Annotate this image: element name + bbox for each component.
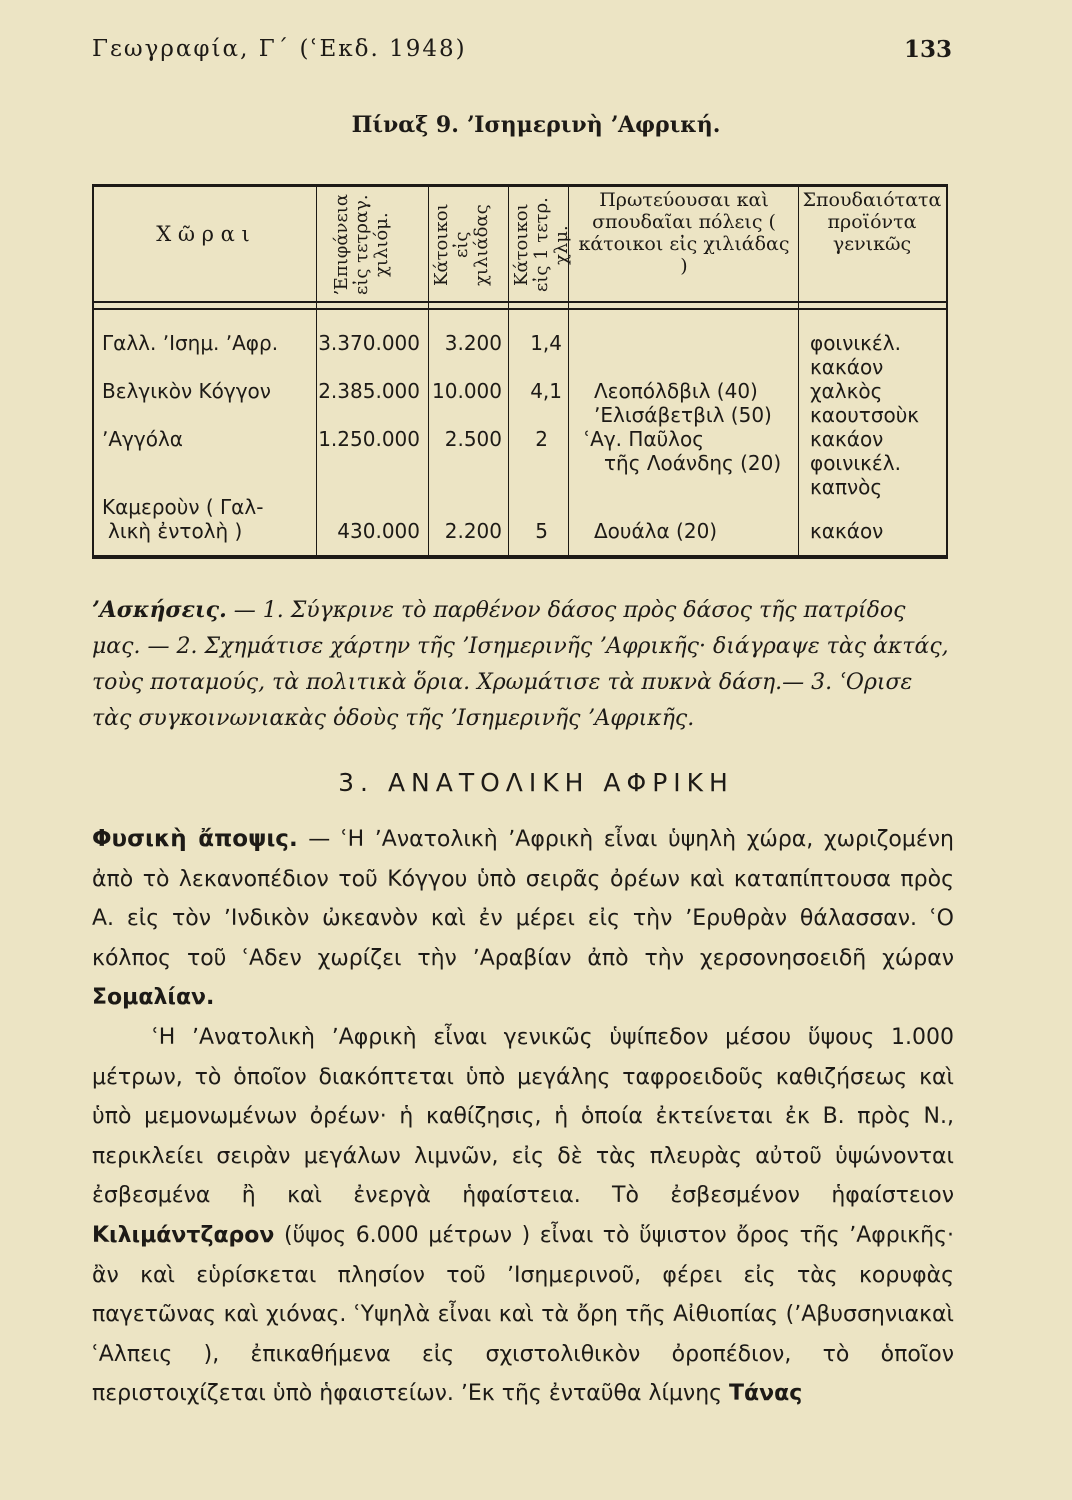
exercises-text: — 1. Σύγκρινε τὸ παρθένον δάσος πρὸς δάσος τῆς πατρίδος μας. — 2. Σχημάτισε χάρτην τῆς ʼΙσημερινῆς ʼΑφρικῆς· διάγραψε τὰς ἀκτάς, τοὺς ποταμούς, τὰ πολιτικὰ ὅρια. Χρωμάτισε τὰ πυκνὰ δάση.— 3. ʿΟρισε τὰς συγκοινωνιακὰς ὁδοὺς τῆς ʼΙσημερινῆς ʼΑφρικῆς. (92, 598, 949, 731)
column-divider (428, 187, 429, 555)
bold-term: Τάνας (729, 1381, 803, 1407)
header-products: Σπουδαιότατα προϊόντα γενικῶς (802, 189, 942, 255)
table-cell-city: Λεοπόλδβιλ (40) (594, 379, 758, 403)
column-divider (316, 187, 317, 555)
exercises-paragraph (92, 592, 952, 737)
bold-term: Κιλιμάντζαρον (92, 1222, 275, 1248)
table-cell-population: 2.500 (444, 427, 502, 451)
paragraph (92, 820, 954, 1018)
table-cell-country: λικὴ ἐντολὴ ) (108, 519, 243, 543)
table-cell-product: φοινικέλ. (810, 331, 901, 355)
column-divider (798, 187, 799, 555)
table-caption: Πίναξ 9. ʼΙσημερινὴ ʼΑφρική. (351, 112, 721, 138)
table-cell-country: Βελγικὸν Κόγγον (102, 379, 271, 403)
table-cell-product: κακάον (810, 427, 884, 451)
header-cities: Πρωτεύουσαι καὶ σπουδαῖαι πόλεις ( κάτοικοι εἰς χιλιάδας ) (578, 189, 790, 277)
header-density: Κάτοικοι εἰς 1 τετρ. χλμ. (511, 197, 572, 293)
data-table (92, 184, 948, 559)
table-cell-population: 2.200 (444, 519, 502, 543)
paragraph-text: — ʿΗ ʼΑνατολικὴ ʼΑφρικὴ εἶναι ὑψηλὴ χώρα, χωριζομένη ἀπὸ τὸ λεκανοπέδιον τοῦ Κόγγου ὑπὸ σειρᾶς ὀρέων καὶ καταπίπτουσα πρὸς Α. εἰς τὸν ʼΙνδικὸν ὠκεανὸν καὶ ἐν μέρει εἰς τὴν ʼΕρυθρὰν θάλασσαν. ʿΟ κόλπος τοῦ ʿΑδεν χωρίζει τὴν ʼΑραβίαν ἀπὸ τὴν χερσονησοειδῆ χώραν (92, 827, 954, 971)
table-cell-city: τῆς Λοάνδης (20) (604, 451, 782, 475)
body-text (92, 820, 954, 1414)
table-cell-density: 5 (535, 519, 548, 543)
table-cell-population: 10.000 (432, 379, 502, 403)
column-divider (508, 187, 509, 555)
table-cell-area: 430.000 (337, 519, 420, 543)
page-number: 133 (903, 36, 952, 63)
paragraph-text: ʿΗ ʼΑνατολικὴ ʼΑφρικὴ εἶναι γενικῶς ὑψίπεδον μέσου ὕψους 1.000 μέτρων, τὸ ὁποῖον διακόπτεται ὑπὸ μεγάλης ταφροειδοῦς καθιζήσεως καὶ ὑπὸ μεμονωμένων ὀρέων· ἡ καθίζησις, ἡ ὁποία ἐκτείνεται ἐκ Β. πρὸς Ν., περικλείει σειρὰν μεγάλων λιμνῶν, εἰς δὲ τὰς πλευρὰς αὐτοῦ ὑψώνονται ἐσβεσμένα ἢ καὶ ἐνεργὰ ἡφαίστεια. Τὸ ἐσβεσμένον ἡφαίστειον (92, 1024, 954, 1209)
table-cell-density: 4,1 (530, 379, 562, 403)
bold-term: Σομαλίαν. (92, 985, 215, 1011)
exercises-label: ʼΑσκήσεις. (92, 597, 227, 623)
table-cell-area: 2.385.000 (318, 379, 420, 403)
table-cell-city: ʼΕλισάβετβιλ (50) (594, 403, 772, 427)
paragraph-lead: Φυσικὴ ἄποψις. (92, 826, 298, 852)
header-area: ʼΕπιφάνεια εἰς τετραγ. χιλιόμ. (331, 194, 392, 296)
table-cell-product: καουτσοὺκ (810, 403, 920, 427)
table-cell-density: 1,4 (530, 331, 562, 355)
running-title: Γεωγραφία, Γ΄ (ʿΕκδ. 1948) (92, 36, 467, 62)
header-separator (94, 301, 946, 310)
table-cell-country: ʼΑγγόλα (102, 427, 183, 451)
header-population: Κάτοικοι εἰς χιλιάδας (431, 203, 492, 287)
table-cell-city: ʿΑγ. Παῦλος (584, 427, 704, 451)
paragraph-text: (ὕψος 6.000 μέτρων ) εἶναι τὸ ὕψιστον ὄρος τῆς ʼΑφρικῆς· ἂν καὶ εὑρίσκεται πλησίον τοῦ ʼΙσημερινοῦ, φέρει εἰς τὰς κορυφὰς παγετῶνας καὶ χιόνας. ʿΥψηλὰ εἶναι καὶ τὰ ὄρη τῆς Αἰθιοπίας (ʼΑβυσσηνιακαὶ ʿΑλπεις ), ἐπικαθήμενα εἰς σχιστολιθικὸν ὀροπέδιον, τὸ ὁποῖον περιστοιχίζεται ὑπὸ ἡφαιστείων. ʼΕκ τῆς ἐνταῦθα λίμνης (92, 1222, 954, 1407)
table-cell-population: 3.200 (444, 331, 502, 355)
table-cell-product: χαλκὸς (810, 379, 883, 403)
table-cell-product: φοινικέλ. (810, 451, 901, 475)
table-cell-area: 3.370.000 (318, 331, 420, 355)
table-cell-product: κακάον (810, 519, 884, 543)
header-countries: Χ ῶ ρ α ι (156, 222, 250, 246)
running-header (92, 36, 952, 70)
table-cell-country: Καμεροὺν ( Γαλ- (102, 495, 264, 519)
table-cell-density: 2 (535, 427, 548, 451)
section-title: 3. ΑΝΑΤΟΛΙΚΗ ΑΦΡΙΚΗ (338, 768, 734, 797)
table-cell-product: καπνὸς (810, 475, 883, 499)
paragraph (92, 1018, 954, 1414)
table-cell-product: κακάον (810, 355, 884, 379)
table-cell-country: Γαλλ. ʼΙσημ. ʼΑφρ. (102, 331, 279, 355)
table-cell-area: 1.250.000 (318, 427, 420, 451)
table-cell-city: Δουάλα (20) (594, 519, 718, 543)
